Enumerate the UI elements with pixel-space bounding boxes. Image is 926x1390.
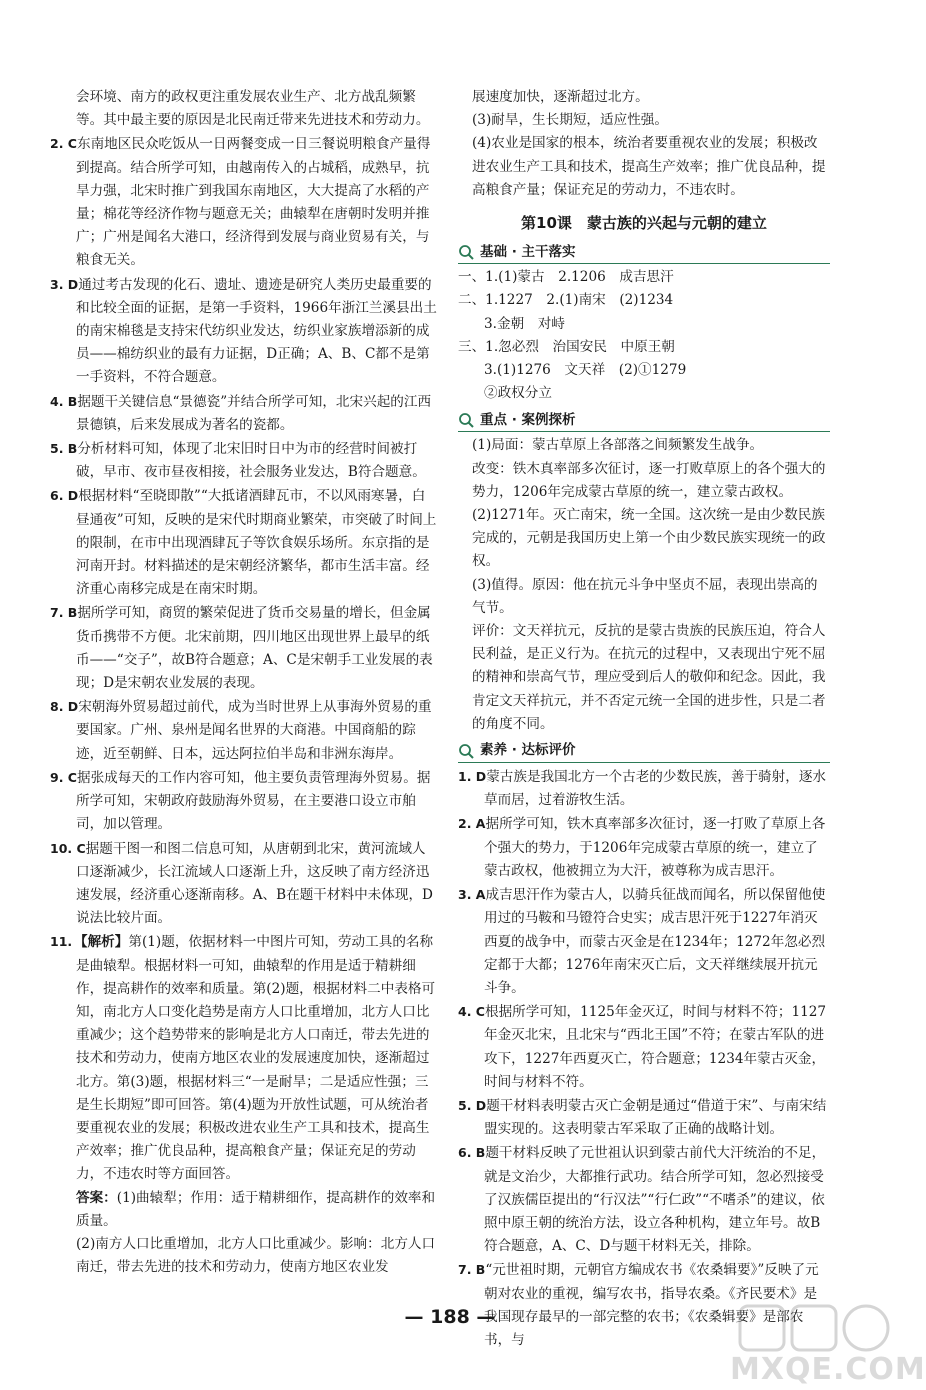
right-column (458, 86, 830, 1352)
basic-line: 一、1.(1)蒙古 2.1206 成吉思汗 (458, 269, 674, 286)
answer-item-4 (50, 390, 437, 437)
basic-line: 二、1.1227 2.(1)南宋 (2)1234 (458, 292, 674, 309)
item-number: 3. D (50, 276, 79, 292)
item-number: 4. B (50, 393, 78, 409)
left-column (50, 86, 437, 1279)
item-text: 通过考古发现的化石、遗址、遗迹是研究人类历史最重要的和比较全面的证据，是第一手资料，1966年浙江兰溪县出土的南宋棉毯是支持宋代纺织业发达，纺织业家族增添新的成员——棉纺织业的最有力证据，D正确；A、B、C都不是第一手资料，不符合题意。 (76, 276, 437, 386)
section-basic (458, 241, 830, 264)
section-literacy (458, 740, 830, 763)
analysis-tag: 【解析】 (74, 934, 129, 951)
answer-line-4: (4)农业是国家的根本，统治者要重视农业的发展；积极改进农业生产工具和技术，提高生产效率；推广优良品种，提高粮食产量；保证充足的劳动力，不违农时。 (472, 135, 826, 198)
page-number: — 188 — (404, 1306, 496, 1328)
key-paragraph: 评价：文天祥抗元，反抗的是蒙古贵族的民族压迫，符合人民利益，是正义行为。在抗元的过程中，又表现出宁死不屈的精神和崇高气节，理应受到后人的敬仰和纪念。因此，我肯定文天祥抗元，并不否定元统一全国的进步性，只是二者的角度不同。 (472, 623, 826, 732)
answer-item (458, 883, 830, 1000)
item-number: 1. D (458, 769, 487, 785)
section-title: 素养 · 达标评价 (480, 742, 576, 759)
item-number: 5. B (50, 441, 78, 457)
item-number: 11. (50, 934, 73, 950)
item-number: 2. C (50, 136, 77, 152)
answer-item-10 (50, 837, 437, 931)
item-text: 题干材料反映了元世祖认识到蒙古前代大汗统治的不足，就是文治少，大都推行武功。结合所学可知，忽必烈接受了汉族儒臣提出的“行汉法”“行仁政”“不嗜杀”的建议，依照中原王朝的统治方法，设立各种机构，建立年号。故B符合题意，A、C、D与题干材料无关，排除。 (484, 1145, 826, 1255)
answer-item (458, 1094, 830, 1141)
item-text: 据题干关键信息“景德瓷”并结合所学可知，北宋兴起的江西景德镇，后来发展成为著名的瓷都。 (76, 393, 432, 433)
item-number: 7. B (458, 1262, 486, 1278)
answer-line-1 (50, 1187, 437, 1233)
answer-item (458, 1141, 830, 1258)
watermark (730, 1300, 926, 1390)
item-text: 题干材料表明蒙古灭亡金朝是通过“借道于宋”、与南宋结盟实现的。这表明蒙古军采取了正确的战略计划。 (484, 1097, 827, 1138)
item-text: 第(1)题，依据材料一中图片可知，劳动工具的名称是曲辕犁。根据材料一可知，曲辕犁的作用是适于精耕细作，提高耕作的效率和质量。第(2)题，根据材料二中表格可知，南北方人口变化趋势是南方人口比重增加，北方人口比重减少；这个趋势带来的影响是北方人口南迁，带去先进的技术和劳动力，使南方地区农业的发展速度加快，逐渐超过北方。第(3)题，根据材料三“一是耐旱；二是适应性强；三是生长期短”即可回答。第(4)题为开放性试题，可从统治者要重视农业的发展；积极改进农业生产工具和技术，提高生产效率；推广优良品种，提高粮食产量；保证充足的劳动力，不违农时等方面回答。 (76, 934, 436, 1183)
answer-item-7 (50, 601, 437, 695)
section-title: 基础 · 主干落实 (480, 243, 576, 260)
item-text: 东南地区民众吃饭从一日两餐变成一日三餐说明粮食产量得到提高。结合所学可知，由越南传入的占城稻，成熟早，抗旱力强，北宋时推广到我国东南地区，大大提高了水稻的产量；棉花等经济作物与题意无关；曲辕犁在唐朝时发明并推广；广州是闻名大港口，经济得到发展与商业贸易有关，与粮食无关。 (76, 136, 431, 269)
item-number: 9. C (50, 769, 77, 785)
item-text: 蒙古族是我国北方一个古老的少数民族，善于骑射，逐水草而居，过着游牧生活。 (484, 769, 827, 809)
section-title: 重点 · 案例探析 (480, 411, 576, 428)
item-text: “元世祖时期，元朝官方编成农书《农桑辑要》”反映了元朝对农业的重视，编写农书，指导农桑。《齐民要术》是我国现存最早的一部完整的农书；《农桑辑要》是部农书，与 (484, 1262, 819, 1348)
item-number: 6. B (458, 1145, 486, 1161)
item-text: 据题干图一和图二信息可知，从唐朝到北宋，黄河流域人口逐渐减少，长江流域人口逐渐上升，这反映了南方经济迅速发展，经济重心逐渐南移。A、B在题干材料中未体现，D说法比较片面。 (76, 840, 433, 927)
basic-line: ②政权分立 (484, 385, 552, 402)
answer-item-3 (50, 273, 437, 390)
item-number: 6. D (50, 488, 79, 504)
answer-text: (1)曲辕犁；作用：适于精耕细作，提高耕作的效率和质量。 (76, 1189, 436, 1229)
item-number: 5. D (458, 1097, 487, 1113)
answer-line-2: (2)南方人口比重增加，北方人口比重减少。影响：北方人口南迁，带去先进的技术和劳动力，使南方地区农业发 (76, 1235, 436, 1276)
answer-item (458, 812, 830, 883)
item-text: 分析材料可知，体现了北宋旧时日中为市的经营时间被打破，早市、夜市昼夜相接，社会服务业发达，B符合题意。 (76, 441, 426, 481)
answer-item-9 (50, 766, 437, 837)
item-text: 成吉思汗作为蒙古人，以骑兵征战而闻名，所以保留他使用过的马鞍和马镫符合史实；成吉思汗死于1227年消灭西夏的战争中，而蒙古灭金是在1234年；1272年忽必烈定都于大都；1276年南宋灭亡后，文天祥继续展开抗元斗争。 (484, 887, 826, 996)
magnifier-icon (458, 244, 474, 260)
key-paragraph: 改变：铁木真率部多次征讨，逐一打败草原上的各个强大的势力，1206年完成蒙古草原的统一，建立蒙古政权。 (472, 460, 826, 500)
item-text: 根据所学可知，1125年金灭辽，时间与材料不符；1127年金灭北宋，且北宋与“西北王国”不符；在蒙古军队的进攻下，1227年西夏灭亡，符合题意；1234年蒙古灭金，时间与材料不符。 (484, 1004, 827, 1090)
answer-continuation: 展速度加快，逐渐超过北方。 (472, 89, 649, 105)
magnifier-icon (458, 743, 474, 759)
answer-item-2 (50, 132, 437, 272)
item-text: 据张成每天的工作内容可知，他主要负责管理海外贸易。据所学可知，宋朝政府鼓励海外贸易，在主要港口设立市舶司，加以管理。 (76, 769, 431, 833)
answer-item (458, 1000, 830, 1094)
section-key (458, 409, 830, 432)
watermark-text: MXQE.COM (730, 1352, 926, 1387)
item-number: 7. B (50, 605, 78, 621)
answer-item-6 (50, 484, 437, 601)
item-number: 8. D (50, 699, 79, 715)
answer-item-11 (50, 930, 437, 1186)
basic-line: 三、1.忽必烈 治国安民 中原王朝 (458, 338, 675, 355)
item-text: 宋朝海外贸易超过前代，成为当时世界上从事海外贸易的重要国家。广州、泉州是闻名世界的大商港。中国商船的踪迹，近至朝鲜、日本，远达阿拉伯半岛和非洲东海岸。 (76, 699, 432, 762)
answer-line-3: (3)耐旱，生长期短，适应性强。 (472, 112, 668, 129)
key-paragraph: (2)1271年。灭亡南宋，统一全国。这次统一是由少数民族完成的，元朝是我国历史上第一个由少数民族实现统一的政权。 (472, 507, 826, 570)
magnifier-icon (458, 412, 474, 428)
item-text: 据所学可知，铁木真率部多次征讨，逐一打败了草原上各个强大的势力，于1206年完成蒙古草原的统一，建立了蒙古政权，他被拥立为大汗，被尊称为成吉思汗。 (484, 816, 826, 879)
basic-line: 3.金朝 对峙 (484, 315, 565, 332)
answer-item (458, 765, 830, 812)
answer-label: 答案： (76, 1189, 117, 1206)
intro-continuation: 会环境、南方的政权更注重发展农业生产、北方战乱频繁等。其中最主要的原因是北民南迁带来先进技术和劳动力。 (76, 89, 430, 129)
lesson-title: 第10课 蒙古族的兴起与元朝的建立 (521, 214, 767, 233)
item-number: 4. C (458, 1004, 485, 1020)
answer-item-8 (50, 695, 437, 766)
key-paragraph: (3)值得。原因：他在抗元斗争中坚贞不屈，表现出崇高的气节。 (472, 576, 818, 616)
watermark-logo-icon (730, 1300, 900, 1360)
item-text: 根据材料“至晓即散”“大抵诸酒肆瓦市，不以风雨寒暑，白昼通夜”可知，反映的是宋代时期商业繁荣，市突破了时间上的限制，在市中出现酒肆瓦子等饮食娱乐场所。东京指的是河南开封。材料描述的是宋朝经济繁华，都市生活丰富。经济重心南移完成是在南宋时期。 (76, 488, 437, 598)
key-paragraph: (1)局面：蒙古草原上各部落之间频繁发生战争。 (472, 437, 764, 454)
basic-line: 3.(1)1276 文天祥 (2)①1279 (484, 362, 687, 379)
item-text: 据所学可知，商贸的繁荣促进了货币交易量的增长，但金属货币携带不方便。北宋前期，四川地区出现世界上最早的纸币——“交子”，故B符合题意；A、C是宋朝手工业发展的表现；D是宋朝农业发展的表现。 (76, 605, 433, 692)
item-number: 2. A (458, 816, 486, 832)
answer-item-5 (50, 437, 437, 484)
item-number: 10. C (50, 840, 86, 856)
item-number: 3. A (458, 887, 486, 903)
